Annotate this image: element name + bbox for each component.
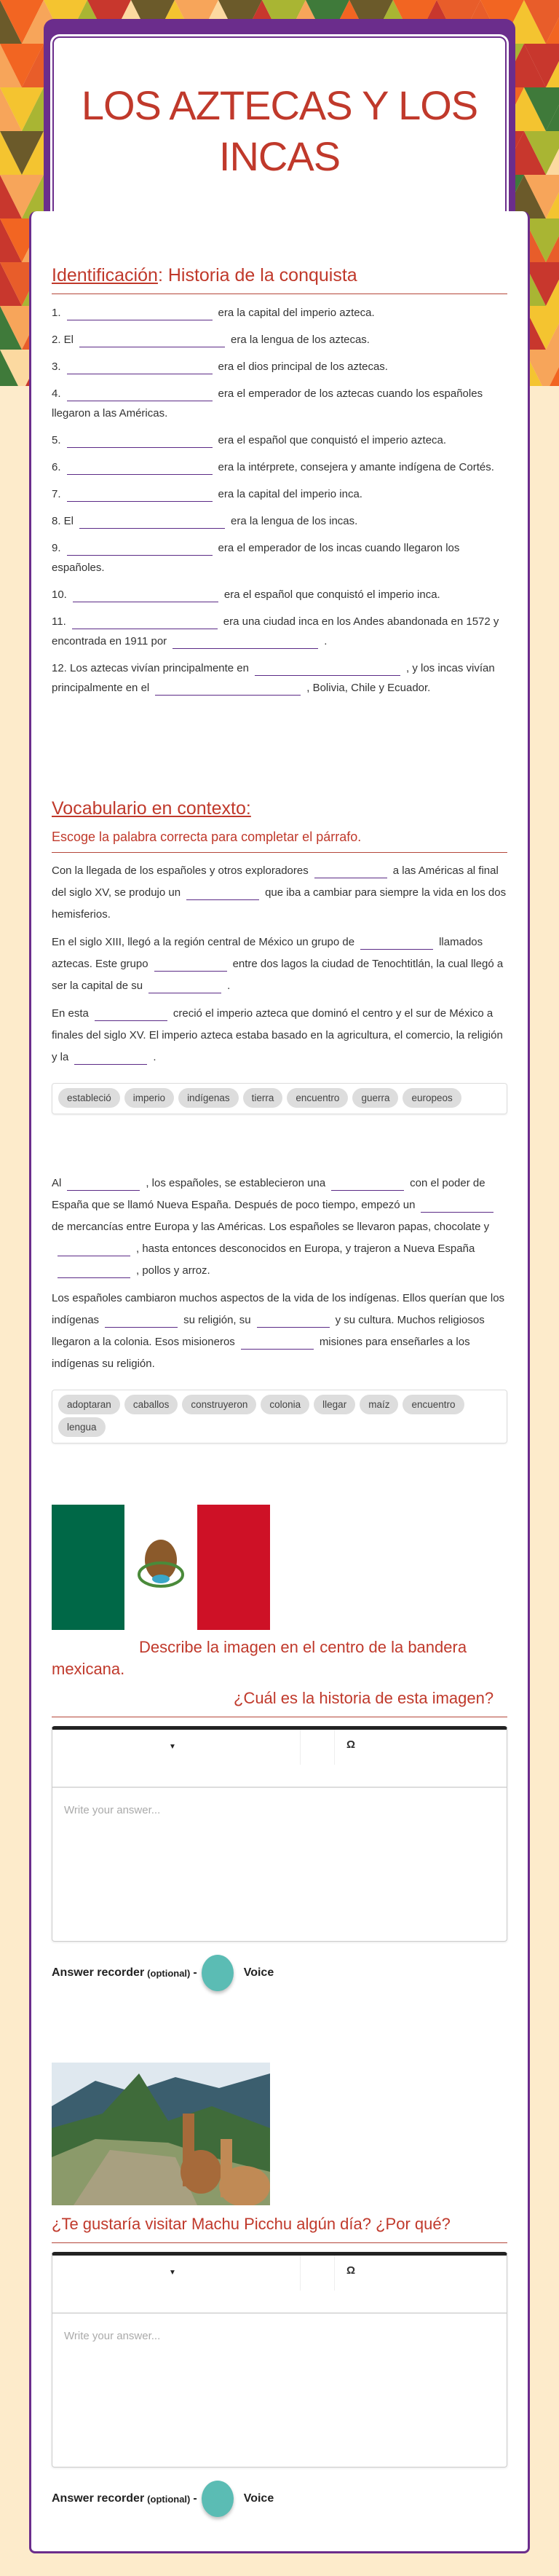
answer-recorder: Answer recorder (optional) - Voice <box>52 1955 507 1991</box>
question-2 <box>52 2063 507 2517</box>
word-chip[interactable]: tierra <box>243 1088 283 1108</box>
text: 7. <box>52 488 61 500</box>
text: 3. <box>52 361 61 373</box>
record-voice-button[interactable] <box>202 1955 234 1991</box>
text: 6. <box>52 461 61 473</box>
blank-drop-zone[interactable] <box>255 661 400 676</box>
question-item <box>52 484 507 504</box>
blank-drop-zone[interactable] <box>105 1313 178 1328</box>
text: 12. Los aztecas vivían principalmente en <box>52 662 249 674</box>
blank-drop-zone[interactable] <box>72 615 218 629</box>
blank-drop-zone[interactable] <box>67 1176 140 1191</box>
text: era la lengua de los aztecas. <box>231 334 370 346</box>
blank-drop-zone[interactable] <box>67 460 213 475</box>
record-voice-button[interactable] <box>202 2481 234 2517</box>
blank-drop-zone[interactable] <box>360 935 433 950</box>
blank-drop-zone[interactable] <box>79 333 225 347</box>
blank-drop-zone[interactable] <box>257 1313 330 1328</box>
blank-drop-zone[interactable] <box>331 1176 404 1191</box>
question-item <box>52 511 507 531</box>
text: de mercancías entre Europa y las Américas. Los españoles se llevaron papas, chocolate y <box>52 1221 490 1233</box>
answer-editor <box>52 1726 507 1942</box>
editor-toolbar <box>52 1730 507 1788</box>
question-item <box>52 384 507 423</box>
text: y su cultura. Muchos religiosos llegaron a la colonia. Esos misioneros <box>52 1314 485 1348</box>
word-chip[interactable]: construyeron <box>182 1395 256 1414</box>
text: , los españoles, se establecieron una <box>146 1177 326 1189</box>
section-heading: Vocabulario en contexto: <box>52 798 251 819</box>
text: era el español que conquistó el imperio inca. <box>223 588 440 601</box>
text: a las Américas al final del siglo XV, se produjo un <box>52 864 499 899</box>
blank-drop-zone[interactable] <box>74 1050 147 1065</box>
blank-drop-zone[interactable] <box>67 306 213 320</box>
identification-section <box>52 265 507 705</box>
question-text: Describe la imagen en el centro de la bandera mexicana. <box>52 1638 467 1678</box>
text: , Bolivia, Chile y Ecuador. <box>306 682 431 694</box>
text: que iba a cambiar para siempre la vida en los dos hemisferios. <box>52 886 507 921</box>
question-item <box>52 303 507 323</box>
text: era el emperador de los aztecas cuando los españoles llegaron a las Américas. <box>52 387 483 420</box>
paragraph <box>52 1288 507 1375</box>
blank-drop-zone[interactable] <box>67 387 213 401</box>
text: era la capital del imperio azteca. <box>218 307 375 319</box>
text: Con la llegada de los españoles y otros exploradores <box>52 864 309 877</box>
question-item <box>52 430 507 450</box>
blank-drop-zone[interactable] <box>173 634 318 649</box>
text: 4. <box>52 387 61 400</box>
question-item <box>52 457 507 477</box>
blank-drop-zone[interactable] <box>148 979 221 993</box>
text: . <box>227 980 231 992</box>
text: , pollos y arroz. <box>136 1264 210 1277</box>
text: era el español que conquistó el imperio azteca. <box>218 434 447 446</box>
machu-picchu-image <box>52 2063 270 2205</box>
text: 10. <box>52 588 67 601</box>
text: 5. <box>52 434 61 446</box>
text: 9. <box>52 542 61 554</box>
word-chip[interactable]: estableció <box>58 1088 120 1108</box>
blank-drop-zone[interactable] <box>67 433 213 448</box>
question-item <box>52 612 507 651</box>
answer-textarea[interactable]: Write your answer... <box>64 1804 161 1816</box>
text: . <box>153 1051 156 1063</box>
blank-drop-zone[interactable] <box>67 360 213 374</box>
word-chip[interactable]: maíz <box>360 1395 398 1414</box>
section-subtitle: Escoge la palabra correcta para completar el párrafo. <box>52 830 362 844</box>
mexican-flag-image <box>52 1505 270 1630</box>
vocab-section-2 <box>52 1173 507 1443</box>
blank-drop-zone[interactable] <box>58 1242 130 1256</box>
text: era la intérprete, consejera y amante indígena de Cortés. <box>218 461 494 473</box>
paragraph <box>52 860 507 926</box>
question-text-2: ¿Cuál es la historia de esta imagen? <box>234 1689 494 1707</box>
blank-drop-zone[interactable] <box>186 886 259 900</box>
blank-drop-zone[interactable] <box>421 1198 493 1213</box>
word-bank-1 <box>52 1083 507 1114</box>
question-item <box>52 538 507 578</box>
special-character-icon[interactable]: Ω <box>346 1738 356 1751</box>
text: , y los incas vivían principalmente en el <box>52 662 495 694</box>
text: llamados aztecas. Este grupo <box>52 936 483 970</box>
editor-toolbar <box>52 2256 507 2314</box>
page-title: LOS AZTECAS Y LOS INCAS <box>81 82 478 179</box>
blank-drop-zone[interactable] <box>241 1335 314 1350</box>
text: . <box>324 635 328 647</box>
text: 8. El <box>52 515 74 527</box>
blank-drop-zone[interactable] <box>67 541 213 556</box>
identification-list <box>52 303 507 698</box>
text: , hasta entonces desconocidos en Europa, y trajeron a Nueva España <box>136 1242 475 1255</box>
text: era la lengua de los incas. <box>231 515 358 527</box>
text: Al <box>52 1177 62 1189</box>
blank-drop-zone[interactable] <box>73 588 218 602</box>
word-chip[interactable]: encuentro <box>403 1395 464 1414</box>
special-character-icon[interactable]: Ω <box>346 2264 356 2277</box>
blank-drop-zone[interactable] <box>314 864 387 878</box>
question-item <box>52 658 507 698</box>
divider <box>52 852 507 853</box>
word-chip[interactable]: colonia <box>261 1395 309 1414</box>
text: Los españoles cambiaron muchos aspectos de la vida de los indígenas. Ellos querían que los indígenas <box>52 1292 505 1326</box>
blank-drop-zone[interactable] <box>154 957 227 972</box>
answer-textarea[interactable]: Write your answer... <box>64 2330 161 2342</box>
blank-drop-zone[interactable] <box>67 487 213 502</box>
answer-recorder: Answer recorder (optional) - Voice <box>52 2481 507 2517</box>
text: creció el imperio azteca que dominó el centro y el sur de México a finales del siglo XV. El imperio azteca estaba basado en la agricultura, el comercio, la religión y la <box>52 1007 503 1063</box>
text: entre dos lagos la ciudad de Tenochtitlán, la cual llegó a ser la capital de su <box>52 958 504 992</box>
toolbar-divider <box>300 2256 301 2291</box>
text: misiones para enseñarles a los indígenas su religión. <box>52 1336 470 1370</box>
paragraph <box>52 1173 507 1282</box>
section-heading: Identificación: Historia de la conquista <box>52 265 357 285</box>
divider <box>52 2242 507 2243</box>
blank-drop-zone[interactable] <box>95 1007 167 1021</box>
word-chip[interactable]: adoptaran <box>58 1395 120 1414</box>
text: 2. El <box>52 334 74 346</box>
word-chip[interactable]: guerra <box>352 1088 398 1108</box>
question-1 <box>52 1505 507 1991</box>
text: era el dios principal de los aztecas. <box>218 361 388 373</box>
blank-drop-zone[interactable] <box>79 514 225 529</box>
blank-drop-zone[interactable] <box>155 681 301 696</box>
word-chip[interactable]: llegar <box>314 1395 355 1414</box>
text: era el emperador de los incas cuando llegaron los españoles. <box>52 542 460 574</box>
word-chip[interactable]: lengua <box>58 1417 106 1437</box>
text: En esta <box>52 1007 89 1020</box>
paragraph <box>52 931 507 997</box>
toolbar-divider <box>300 1730 301 1765</box>
question-item <box>52 357 507 377</box>
text: 1. <box>52 307 61 319</box>
toolbar-divider <box>334 1730 335 1765</box>
text: En el siglo XIII, llegó a la región central de México un grupo de <box>52 936 355 948</box>
paragraph-group-2 <box>52 1173 507 1375</box>
word-chip[interactable]: indígenas <box>178 1088 239 1108</box>
question-item <box>52 585 507 604</box>
word-chip[interactable]: encuentro <box>287 1088 348 1108</box>
vocab-section <box>52 798 507 1114</box>
word-bank-2 <box>52 1390 507 1443</box>
text: 11. <box>52 615 66 628</box>
format-dropdown-caret-icon[interactable]: ▼ <box>169 2269 176 2277</box>
word-chip[interactable]: europeos <box>403 1088 461 1108</box>
text: con el poder de España que se llamó Nueva España. Después de poco tiempo, empezó un <box>52 1177 485 1211</box>
word-chip[interactable]: caballos <box>124 1395 178 1414</box>
paragraph-group-1 <box>52 860 507 1068</box>
blank-drop-zone[interactable] <box>58 1264 130 1278</box>
text: era la capital del imperio inca. <box>218 488 362 500</box>
question-item <box>52 330 507 350</box>
question-text: ¿Te gustaría visitar Machu Picchu algún día? ¿Por qué? <box>52 2215 451 2233</box>
answer-editor <box>52 2252 507 2467</box>
format-dropdown-caret-icon[interactable]: ▼ <box>169 1743 176 1751</box>
text: era una ciudad inca en los Andes abandonada en 1572 y encontrada en 1911 por <box>52 615 499 647</box>
toolbar-divider <box>334 2256 335 2291</box>
text: su religión, su <box>183 1314 251 1326</box>
paragraph <box>52 1003 507 1068</box>
word-chip[interactable]: imperio <box>124 1088 174 1108</box>
